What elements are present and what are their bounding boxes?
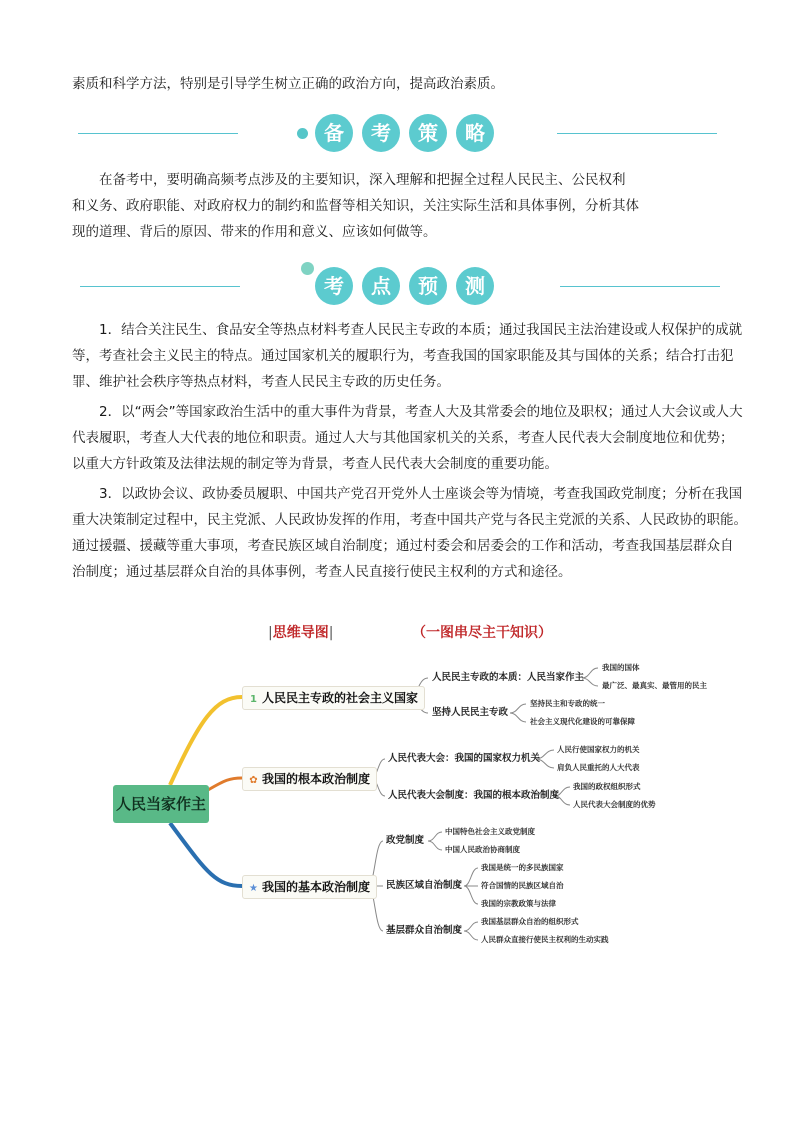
forecast-line: 重大决策制定过程中，民主党派、人民政协发挥的作用，考查中国共产党与各民主党派的关系、人民政协的职能。 <box>72 512 747 528</box>
strategy-line: 现的道理、背后的原因、带来的作用和意义、应该如何做等。 <box>72 224 437 240</box>
mindmap-leaf: 我国是统一的多民族国家 <box>481 863 564 872</box>
mindmap-leaf: 人民代表大会制度的优势 <box>573 800 656 809</box>
heading-char-badge: 策 <box>409 114 447 152</box>
mindmap-leaf: 中国特色社会主义政党制度 <box>445 827 535 836</box>
forecast-line: 2．以“两会”等国家政治生活中的重大事件为背景，考查人大及其常委会的地位及职权；通过人大会议或人大 <box>99 404 743 420</box>
forecast-line: 通过援疆、援藏等重大事项，考查民族区域自治制度；通过村委会和居委会的工作和活动，考查我国基层群众自 <box>72 538 734 554</box>
intro-tail-text: 素质和科学方法，特别是引导学生树立正确的政治方向，提高政治素质。 <box>72 76 504 92</box>
mindmap-leaf: 我国的国体 <box>602 663 640 672</box>
mindmap-node: 人民代表大会制度：我国的根本政治制度 <box>388 790 560 801</box>
heading-char-badge: 考 <box>315 267 353 305</box>
mindmap-leaf: 坚持民主和专政的统一 <box>530 699 605 708</box>
strategy-line: 在备考中，要明确高频考点涉及的主要知识，深入理解和把握全过程人民民主、公民权利 <box>99 172 626 188</box>
mindmap-leaf: 人民行使国家权力的机关 <box>557 745 640 754</box>
forecast-line: 代表履职，考查人大代表的地位和职责。通过人大与其他国家机关的关系，考查人民代表大会制度地位和优势； <box>72 430 734 446</box>
heading-char-badge: 点 <box>362 267 400 305</box>
branch-label: 我国的根本政治制度 <box>262 772 371 786</box>
mindmap-title-text: 思维导图 <box>272 625 329 641</box>
branch-label: 人民民主专政的社会主义国家 <box>262 691 419 705</box>
mindmap-branch-people-dictatorship <box>242 686 425 710</box>
forecast-line: 罪、维护社会秩序等热点材料，考查人民民主专政的历史任务。 <box>72 374 450 390</box>
mindmap-branch-basic-system <box>242 875 377 899</box>
mindmap-branch-fundamental-system <box>242 767 377 791</box>
star-icon: ★ <box>249 883 258 894</box>
forecast-line: 治制度；通过基层群众自治的具体事例，考查人民直接行使民主权利的方式和途径。 <box>72 564 572 580</box>
forecast-line: 1．结合关注民生、食品安全等热点材料考查人民民主专政的本质；通过我国民主法治建设或人权保护的成就 <box>99 322 743 338</box>
connector-branch1 <box>170 697 242 785</box>
mindmap-node: 坚持人民民主专政 <box>432 707 509 718</box>
forecast-line: 等，考查社会主义民主的特点。通过国家机关的履职行为，考查我国的国家职能及其与国体的关系；结合打击犯 <box>72 348 734 364</box>
mindmap-node: 人民民主专政的本质：人民当家作主 <box>432 672 585 683</box>
heading-char-badge: 备 <box>315 114 353 152</box>
mindmap-leaf: 中国人民政治协商制度 <box>445 845 520 854</box>
heading-char-badge: 预 <box>409 267 447 305</box>
mindmap-leaf: 我国基层群众自治的组织形式 <box>481 917 579 926</box>
mindmap-title: |思维导图| <box>268 625 334 641</box>
mindmap-node: 人民代表大会：我国的国家权力机关 <box>388 753 541 764</box>
strategy-line: 和义务、政府职能、对政府权力的制约和监督等相关知识，关注实际生活和具体事例，分析其体 <box>72 198 639 214</box>
mindmap-root: 人民当家作主 <box>113 785 209 823</box>
mindmap-subtitle: （一图串尽主干知识） <box>412 625 552 641</box>
mindmap-leaf: 最广泛、最真实、最管用的民主 <box>602 681 707 690</box>
number-one-icon: 1 <box>250 694 257 705</box>
mindmap-node: 政党制度 <box>386 835 425 846</box>
branch-label: 我国的基本政治制度 <box>262 880 371 894</box>
mindmap-node: 基层群众自治制度 <box>386 925 463 936</box>
mindmap-leaf: 社会主义现代化建设的可靠保障 <box>530 717 635 726</box>
heading-char-badge: 测 <box>456 267 494 305</box>
mindmap-leaf: 符合国情的民族区域自治 <box>481 881 564 890</box>
forecast-line: 以重大方针政策及法律法规的制定等为背景，考查人民代表大会制度的重要功能。 <box>72 456 558 472</box>
connector-branch3 <box>170 823 242 886</box>
mindmap-leaf: 肩负人民重托的人大代表 <box>557 763 640 772</box>
flower-icon: ✿ <box>249 775 258 786</box>
mindmap-leaf: 人民群众直接行使民主权利的生动实践 <box>481 935 609 944</box>
connector-branch2 <box>208 778 242 790</box>
mindmap-leaf: 我国的宗教政策与法律 <box>481 899 556 908</box>
mindmap-leaf: 我国的政权组织形式 <box>573 782 641 791</box>
forecast-line: 3．以政协会议、政协委员履职、中国共产党召开党外人士座谈会等为情境，考查我国政党制度；分析在我国 <box>99 486 743 502</box>
heading-char-badge: 略 <box>456 114 494 152</box>
mindmap-node: 民族区域自治制度 <box>386 880 463 891</box>
heading-char-badge: 考 <box>362 114 400 152</box>
